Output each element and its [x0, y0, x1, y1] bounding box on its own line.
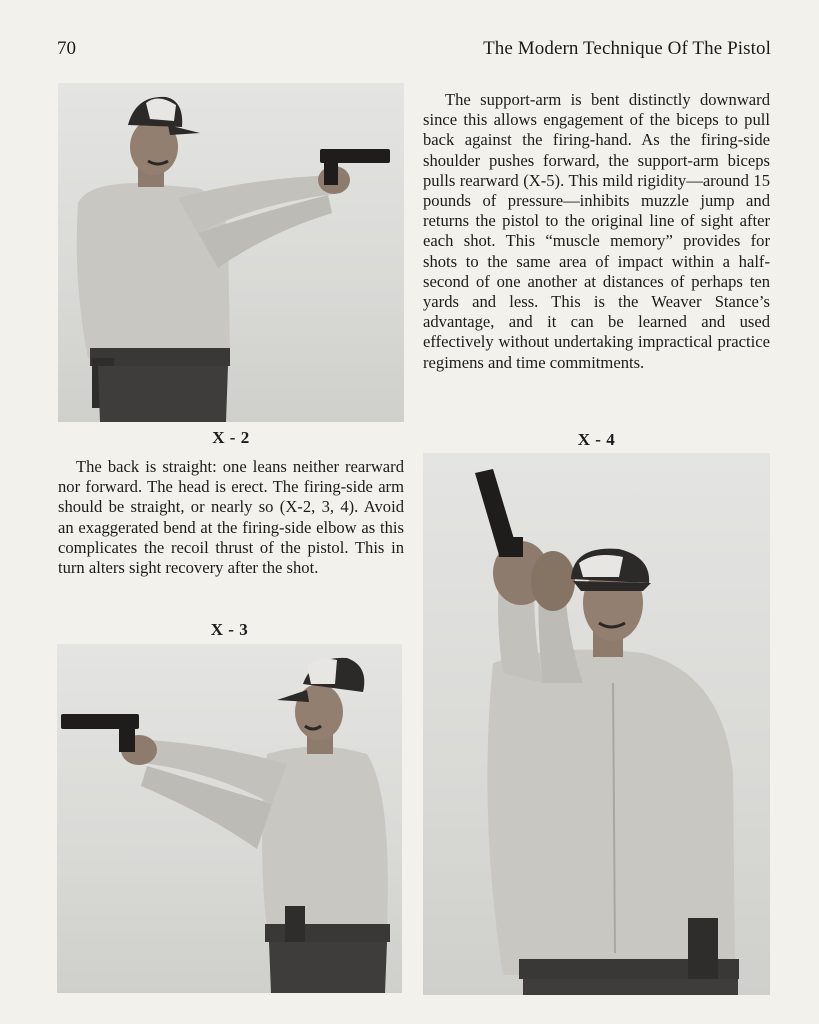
photo-x3 [57, 644, 402, 993]
photo-x3-illustration [57, 644, 402, 993]
photo-x2-illustration [58, 83, 404, 422]
photo-x2 [58, 83, 404, 422]
figure-caption-x3: X - 3 [210, 620, 249, 639]
body-paragraph-left: The back is straight: one leans neither rearward nor forward. The head is erect. The firing-side arm should be straight, or nearly so (X-2, 3, 4). Avoid an exaggerated bend at the firing-side elbow as this complicates the recoil thrust of the pistol. This in turn alters sight recovery after the shot. [58, 457, 404, 578]
body-paragraph-right: The support-arm is bent distinctly downward since this allows engagement of the biceps to pull back against the firing-hand. As the firing-side shoulder pushes forward, the support-arm biceps pulls rearward (X-5). This mild rigidity—around 15 pounds of pressure—inhibits muzzle jump and returns the pistol to the original line of sight after each shot. This “muscle memory” provides for shots to the same area of impact within a half-second of one another at distances of perhaps ten yards and less. This is the Weaver Stance’s advantage, and it can be learned and used effectively without undertaking impractical practice regimens and time commitments. [423, 90, 770, 372]
running-head: The Modern Technique Of The Pistol [483, 38, 771, 59]
figure-caption-x4: X - 4 [577, 430, 616, 449]
photo-x4 [423, 453, 770, 995]
page-number: 70 [57, 38, 76, 59]
figure-caption-x2: X - 2 [212, 428, 250, 447]
photo-x4-illustration [423, 453, 770, 995]
